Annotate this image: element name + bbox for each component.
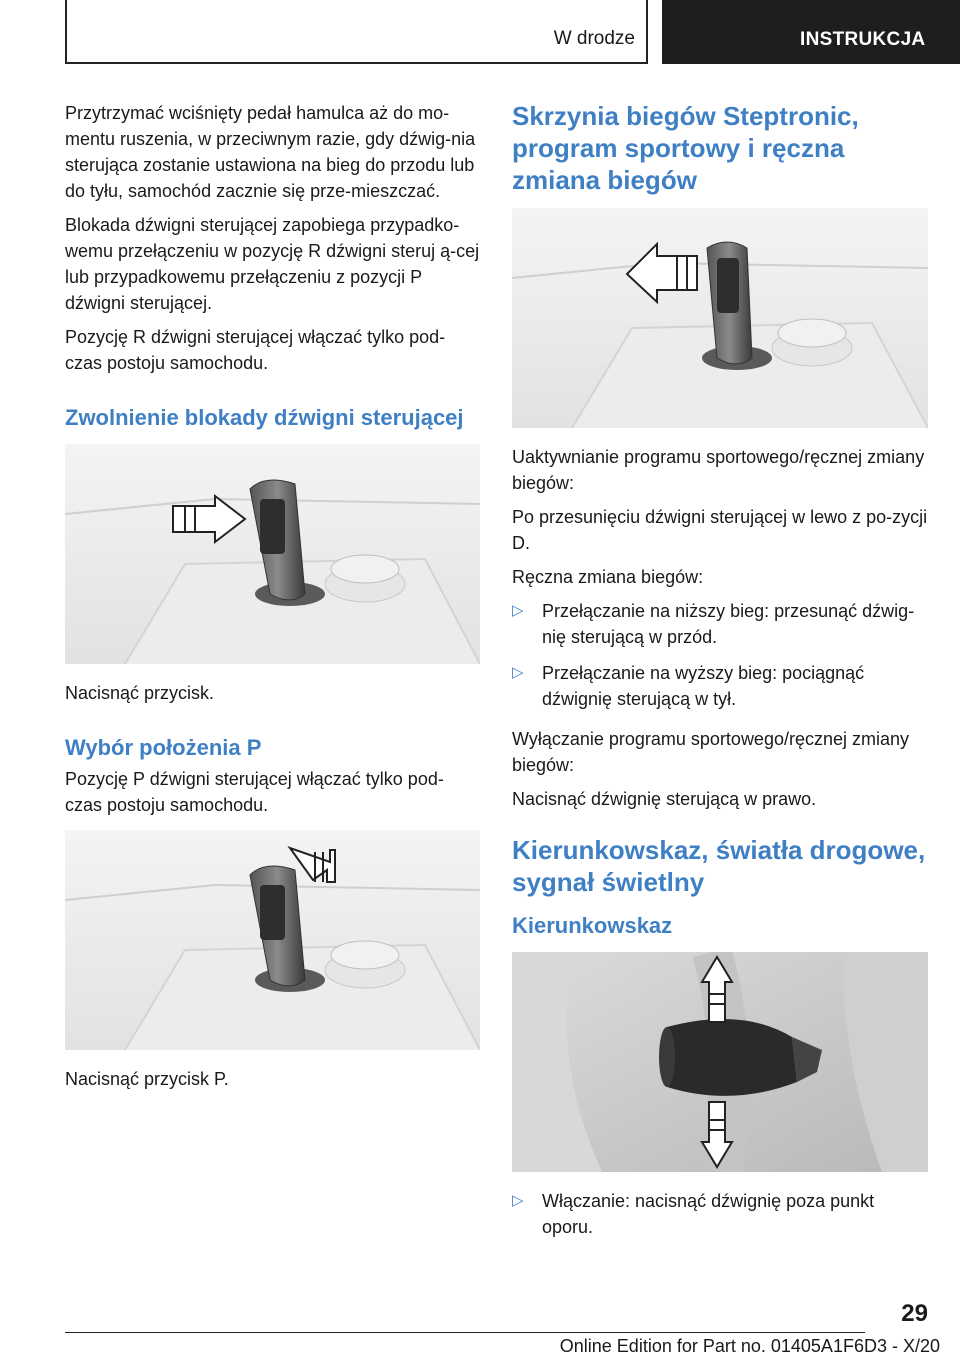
paragraph: Wyłączanie programu sportowego/ręcznej zmiany biegów: xyxy=(512,729,910,775)
header-section-title: W drodze xyxy=(553,28,635,49)
paragraph: Pozycję P dźwigni sterującej włączać tylko pod-czas postoju samochodu. xyxy=(65,769,444,815)
paragraph: Po przesunięciu dźwigni sterującej w lewo z po-zycji D. xyxy=(512,507,928,553)
turn-signal-list xyxy=(512,1188,928,1240)
heading-turn-signal-sub: Kierunkowskaz xyxy=(512,913,673,938)
figure-caption: Nacisnąć przycisk P. xyxy=(65,1069,229,1089)
list-item: ▷ Przełączanie na wyższy bieg: pociągnąć dźwignię sterującą w tył. xyxy=(512,660,928,712)
bullet-triangle-icon: ▷ xyxy=(512,602,524,619)
header-tab: INSTRUKCJA xyxy=(662,0,960,64)
figure-caption: Nacisnąć przycisk. xyxy=(65,683,215,703)
bullet-triangle-icon: ▷ xyxy=(512,664,524,681)
manual-shift-list xyxy=(512,598,928,712)
heading-release-lock: Zwolnienie blokady dźwigni sterującej xyxy=(65,405,464,430)
page-number: 29 xyxy=(901,1300,928,1327)
paragraph: Uaktywnianie programu sportowego/ręcznej zmiany biegów: xyxy=(512,447,925,493)
paragraph: Przytrzymać wciśnięty pedał hamulca aż do mo-mentu ruszenia, w przeciwnym razie, gdy dźwig-nia sterująca zostanie ustawiona na bieg do przodu lub do tyłu, samochód zacznie się prze-mieszczać. xyxy=(65,103,476,201)
right-column xyxy=(512,100,928,1250)
paragraph: Pozycję R dźwigni sterującej włączać tylko pod-czas postoju samochodu. xyxy=(65,327,446,373)
heading-turn-signal: Kierunkowskaz, światła drogowe, sygnał świetlny xyxy=(512,835,926,897)
list-item: ▷ Przełączanie na niższy bieg: przesunąć dźwig-nię sterującą w przód. xyxy=(512,598,928,650)
heading-steptronic: Skrzynia biegów Steptronic, program sportowy i ręczna zmiana biegów xyxy=(512,101,859,195)
paragraph: Nacisnąć dźwignię sterującą w prawo. xyxy=(512,789,817,809)
paragraph: Ręczna zmiana biegów: xyxy=(512,567,704,587)
gear-lever-sport-mode-illustration xyxy=(512,208,928,428)
footer-divider xyxy=(65,1332,865,1333)
footer-edition: Online Edition for Part no. 01405A1F6D3 - X/20 xyxy=(559,1336,940,1356)
heading-select-p: Wybór położenia P xyxy=(65,735,262,760)
bullet-triangle-icon: ▷ xyxy=(512,1192,524,1209)
paragraph: Blokada dźwigni sterującej zapobiega przypadko-wemu przełączeniu w pozycję R dźwigni steruj ą-cej lub przypadkowemu przełączeniu z pozycji P dźwigni sterującej. xyxy=(65,215,480,313)
list-item: ▷ Włączanie: nacisnąć dźwignię poza punkt oporu. xyxy=(512,1188,928,1240)
gear-lever-p-button-illustration xyxy=(65,830,480,1050)
left-column xyxy=(65,100,480,1100)
gear-lever-unlock-illustration xyxy=(65,444,480,664)
turn-signal-stalk-illustration xyxy=(512,952,928,1172)
